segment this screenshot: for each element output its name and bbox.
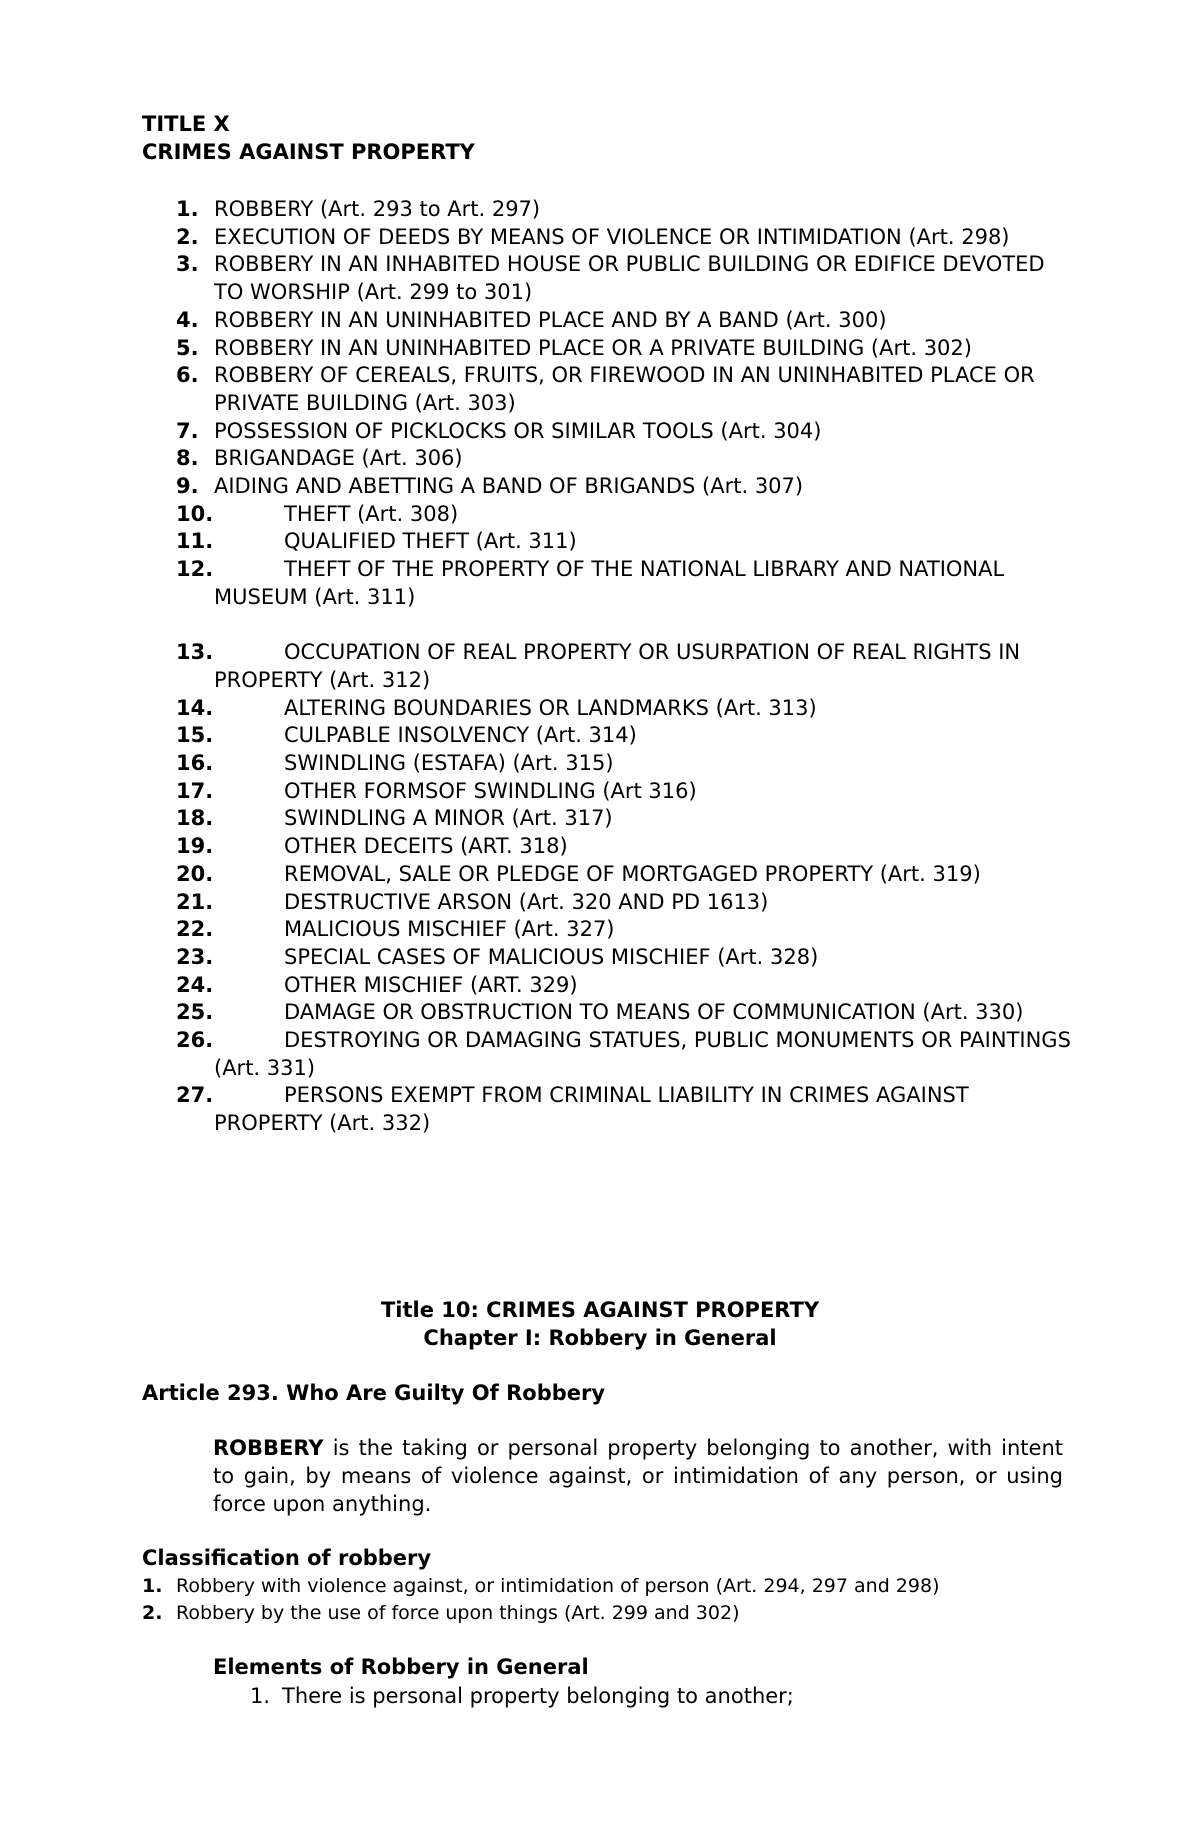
document-subtitle: CRIMES AGAINST PROPERTY [142, 140, 475, 164]
toc-item-text: ROBBERY (Art. 293 to Art. 297) [214, 197, 541, 221]
document-title: TITLE X [142, 112, 230, 136]
toc-item-text: OTHER MISCHIEF (ART. 329) [284, 972, 578, 997]
toc-item-text: MALICIOUS MISCHIEF (Art. 327) [284, 917, 615, 942]
toc-item-number: 25. [176, 1000, 214, 1025]
toc-item [178, 778, 1078, 806]
toc-item-text: PERSONS EXEMPT FROM CRIMINAL LIABILITY IN CRIMES AGAINST PROPERTY (Art. 332) [214, 1083, 969, 1136]
classification-item [142, 1600, 940, 1627]
toc-item-number: 19. [176, 834, 214, 859]
toc-item-text: OTHER DECEITS (ART. 318) [284, 834, 568, 859]
toc-item [178, 418, 1078, 446]
toc-item [178, 972, 1078, 1000]
table-of-contents [178, 196, 1078, 1138]
toc-item-number: 18. [176, 806, 214, 831]
toc-item-number: 23. [176, 944, 214, 969]
toc-item [178, 750, 1078, 778]
toc-item-number: 21. [176, 889, 214, 914]
classification-item-number: 2. [142, 1602, 163, 1624]
chapter-title: Chapter I: Robbery in General [423, 1326, 777, 1350]
toc-item-text: CULPABLE INSOLVENCY (Art. 314) [284, 723, 637, 748]
robbery-definition [213, 1434, 1063, 1518]
elements-item-number: 1. [250, 1684, 271, 1708]
toc-item-text: REMOVAL, SALE OR PLEDGE OF MORTGAGED PROPERTY (Art. 319) [284, 861, 981, 886]
toc-item [178, 335, 1078, 363]
toc-item [178, 833, 1078, 861]
classification-item-text: Robbery by the use of force upon things (Art. 299 and 302) [176, 1602, 740, 1624]
toc-item-text: ALTERING BOUNDARIES OR LANDMARKS (Art. 313) [284, 695, 817, 720]
elements-heading: Elements of Robbery in General [213, 1655, 589, 1679]
toc-item [178, 556, 1078, 611]
toc-item [178, 999, 1078, 1027]
toc-item-text: DAMAGE OR OBSTRUCTION TO MEANS OF COMMUNICATION (Art. 330) [284, 1000, 1024, 1025]
toc-item-text: SPECIAL CASES OF MALICIOUS MISCHIEF (Art. 328) [284, 944, 819, 969]
toc-item-text: OCCUPATION OF REAL PROPERTY OR USURPATION OF REAL RIGHTS IN PROPERTY (Art. 312) [214, 640, 1021, 692]
toc-item-text: ROBBERY OF CEREALS, FRUITS, OR FIREWOOD IN AN UNINHABITED PLACE OR PRIVATE BUILDING (Art. 303) [214, 363, 1035, 415]
classification-list [142, 1573, 940, 1627]
toc-item-number: 2. [176, 224, 199, 249]
toc-item-number: 15. [176, 723, 214, 748]
toc-item-text: ROBBERY IN AN UNINHABITED PLACE AND BY A BAND (Art. 300) [214, 307, 887, 332]
toc-item-text: DESTROYING OR DAMAGING STATUES, PUBLIC MONUMENTS OR PAINTINGS (Art. 331) [214, 1028, 1071, 1080]
toc-item-number: 20. [176, 861, 214, 886]
toc-item-text: BRIGANDAGE (Art. 306) [214, 446, 463, 471]
toc-item [178, 805, 1078, 833]
toc-item-text: QUALIFIED THEFT (Art. 311) [284, 529, 577, 554]
toc-item [178, 695, 1078, 723]
robbery-definition-text: is the taking or personal property belonging to another, with intent to gain, by means of violence against, or intimidation of any person, or using force upon anything. [213, 1436, 1063, 1516]
toc-item-text: THEFT OF THE PROPERTY OF THE NATIONAL LIBRARY AND NATIONAL MUSEUM (Art. 311) [214, 557, 1005, 609]
toc-item-text: THEFT (Art. 308) [284, 501, 459, 526]
toc-item-number: 1. [176, 197, 199, 221]
toc-item [178, 944, 1078, 972]
classification-item-number: 1. [142, 1575, 163, 1597]
toc-item-number: 13. [176, 640, 214, 665]
toc-item [178, 362, 1078, 417]
toc-item-number: 24. [176, 972, 214, 997]
robbery-term: ROBBERY [213, 1436, 324, 1460]
classification-item [142, 1573, 940, 1600]
toc-item-number: 7. [176, 418, 199, 443]
toc-item-text: AIDING AND ABETTING A BAND OF BRIGANDS (Art. 307) [214, 474, 804, 499]
toc-item-number: 12. [176, 557, 214, 582]
toc-item [178, 916, 1078, 944]
toc-item-number: 16. [176, 751, 214, 776]
toc-item-number: 6. [176, 363, 199, 388]
classification-item-text: Robbery with violence against, or intimidation of person (Art. 294, 297 and 298) [176, 1575, 940, 1597]
toc-item [178, 251, 1078, 306]
elements-item [250, 1682, 794, 1710]
toc-item-number: 27. [176, 1083, 214, 1108]
article-heading: Article 293. Who Are Guilty Of Robbery [142, 1381, 606, 1405]
toc-item [178, 445, 1078, 473]
toc-item-text: ROBBERY IN AN INHABITED HOUSE OR PUBLIC BUILDING OR EDIFICE DEVOTED TO WORSHIP (Art. 299 to 301) [214, 252, 1045, 305]
toc-item [178, 861, 1078, 889]
toc-item-text: EXECUTION OF DEEDS BY MEANS OF VIOLENCE OR INTIMIDATION (Art. 298) [214, 224, 1010, 249]
toc-item [178, 639, 1078, 694]
toc-item [178, 224, 1078, 252]
toc-item-text: SWINDLING A MINOR (Art. 317) [284, 806, 613, 831]
toc-item-text: ROBBERY IN AN UNINHABITED PLACE OR A PRIVATE BUILDING (Art. 302) [214, 335, 972, 360]
toc-item [178, 196, 1078, 224]
toc-item [178, 1082, 1078, 1137]
toc-item [178, 1027, 1078, 1082]
toc-item-number: 14. [176, 695, 214, 720]
toc-item-number: 26. [176, 1028, 214, 1053]
section-title: Title 10: CRIMES AGAINST PROPERTY [380, 1298, 820, 1322]
toc-item-number: 11. [176, 529, 214, 554]
toc-item-number: 22. [176, 917, 214, 942]
toc-item-text: DESTRUCTIVE ARSON (Art. 320 AND PD 1613) [284, 889, 769, 914]
toc-spacer [178, 612, 1078, 640]
toc-item-text: OTHER FORMSOF SWINDLING (Art 316) [284, 778, 697, 803]
classification-heading: Classification of robbery [142, 1546, 432, 1570]
toc-item-number: 8. [176, 446, 199, 471]
elements-list [250, 1682, 794, 1710]
toc-item-number: 10. [176, 501, 214, 526]
toc-item [178, 307, 1078, 335]
toc-item-text: POSSESSION OF PICKLOCKS OR SIMILAR TOOLS (Art. 304) [214, 418, 822, 443]
toc-item [178, 722, 1078, 750]
toc-item [178, 528, 1078, 556]
toc-item [178, 473, 1078, 501]
elements-item-text: There is personal property belonging to another; [282, 1684, 794, 1708]
toc-item [178, 889, 1078, 917]
toc-item [178, 501, 1078, 529]
toc-item-number: 3. [176, 252, 199, 277]
toc-item-number: 9. [176, 474, 199, 499]
toc-item-number: 4. [176, 307, 199, 332]
toc-item-number: 5. [176, 335, 199, 360]
toc-item-number: 17. [176, 778, 214, 803]
toc-item-text: SWINDLING (ESTAFA) (Art. 315) [284, 751, 614, 776]
